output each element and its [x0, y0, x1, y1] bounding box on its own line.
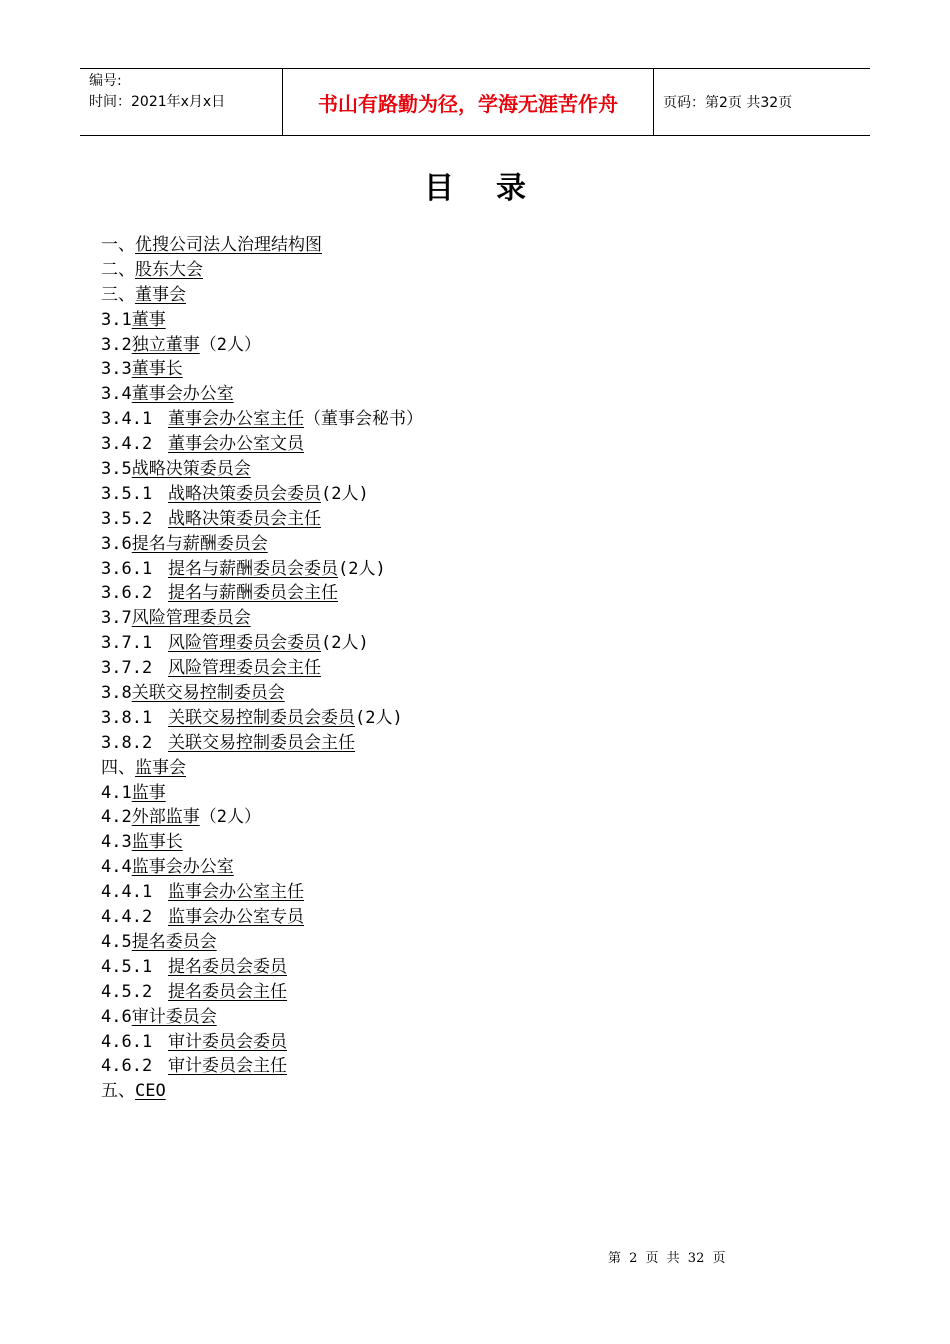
toc-entry[interactable]	[101, 955, 423, 980]
toc-entry[interactable]	[101, 681, 423, 706]
toc-entry-link[interactable]: 监事长	[131, 832, 183, 853]
toc-entry-number: 4.5	[101, 931, 132, 952]
code-label: 编号:	[89, 73, 122, 89]
toc-entry-link[interactable]: 外部监事	[131, 807, 200, 828]
toc-entry-link[interactable]: 提名委员会委员	[168, 956, 287, 977]
toc-entry-link[interactable]: 监事会	[135, 757, 186, 778]
toc-entry-number: 3.8.1	[101, 707, 153, 728]
toc-entry[interactable]	[101, 1054, 423, 1079]
toc-entry[interactable]	[101, 905, 423, 930]
toc-entry-link[interactable]: 提名委员会	[131, 931, 217, 952]
toc-entry-number: 一、	[101, 235, 135, 255]
toc-entry-link[interactable]: 审计委员会	[131, 1006, 217, 1027]
toc-entry-suffix: （2人）	[199, 807, 261, 828]
toc-entry-number: 3.4	[101, 384, 132, 405]
table-of-contents	[101, 233, 423, 1104]
toc-entry[interactable]	[101, 457, 423, 482]
toc-entry-link[interactable]: 优搜公司法人治理结构图	[135, 235, 322, 255]
toc-entry[interactable]	[101, 855, 423, 880]
toc-entry[interactable]	[101, 283, 423, 308]
toc-entry-number: 3.6.1	[101, 558, 153, 579]
toc-entry-number: 4.6.1	[101, 1031, 153, 1052]
toc-entry-link[interactable]: 董事长	[131, 359, 183, 380]
toc-entry-number: 3.7	[101, 608, 132, 629]
toc-entry-number: 4.4.2	[101, 907, 153, 928]
toc-entry[interactable]	[101, 606, 423, 631]
toc-entry-number: 3.4.2	[101, 434, 153, 455]
header-meta	[80, 69, 282, 135]
toc-entry-link[interactable]: 战略决策委员会委员	[168, 483, 321, 504]
toc-entry-number: 4.5.1	[101, 956, 153, 977]
toc-entry-number: 4.2	[101, 807, 132, 828]
toc-entry-link[interactable]: 战略决策委员会主任	[168, 508, 321, 529]
time-label: 时间：2021年x月x日	[89, 94, 226, 110]
toc-entry-number: 3.5.2	[101, 508, 153, 529]
toc-entry-number: 3.8	[101, 683, 132, 704]
toc-entry-link[interactable]: 监事	[131, 782, 166, 803]
toc-entry-link[interactable]: 独立董事	[131, 334, 200, 355]
toc-entry-number: 3.3	[101, 359, 132, 380]
toc-entry[interactable]	[101, 1030, 423, 1055]
toc-entry-number: 3.5	[101, 459, 132, 480]
toc-entry[interactable]	[101, 706, 423, 731]
toc-entry[interactable]	[101, 557, 423, 582]
toc-entry-number: 4.4.1	[101, 882, 153, 903]
header-motto: 书山有路勤为径，学海无涯苦作舟	[282, 69, 654, 135]
toc-entry[interactable]	[101, 382, 423, 407]
toc-entry-number: 4.6.2	[101, 1056, 153, 1077]
toc-entry[interactable]	[101, 731, 423, 756]
toc-entry-link[interactable]: 董事会办公室	[131, 384, 234, 405]
toc-entry-link[interactable]: 监事会办公室主任	[168, 882, 304, 903]
toc-entry-number: 二、	[101, 259, 135, 280]
toc-entry-number: 3.6.2	[101, 583, 153, 604]
toc-entry-number: 3.8.2	[101, 732, 153, 753]
toc-entry-link[interactable]: 提名与薪酬委员会	[131, 533, 268, 554]
toc-entry-link[interactable]: 提名委员会主任	[168, 981, 287, 1002]
toc-entry-link[interactable]: 董事会办公室主任	[168, 409, 304, 430]
toc-entry[interactable]	[101, 532, 423, 557]
toc-entry[interactable]	[101, 258, 423, 283]
toc-entry-number: 3.4.1	[101, 409, 153, 430]
page-header	[80, 68, 870, 136]
toc-entry-link[interactable]: 关联交易控制委员会主任	[168, 732, 355, 753]
toc-entry-number: 4.6	[101, 1006, 132, 1027]
toc-entry[interactable]	[101, 756, 423, 781]
toc-entry-number: 3.2	[101, 334, 132, 355]
toc-entry-number: 4.5.2	[101, 981, 153, 1002]
toc-entry[interactable]	[101, 656, 423, 681]
toc-entry[interactable]	[101, 830, 423, 855]
toc-entry-number: 3.7.2	[101, 658, 153, 679]
toc-entry[interactable]	[101, 333, 423, 358]
toc-entry-suffix: （董事会秘书）	[304, 409, 423, 430]
toc-entry[interactable]	[101, 233, 423, 258]
toc-entry-link[interactable]: 风险管理委员会主任	[168, 658, 321, 679]
page-footer: 第 2 页 共 32 页	[608, 1251, 726, 1266]
toc-entry-number: 五、	[101, 1081, 135, 1102]
toc-entry[interactable]	[101, 407, 423, 432]
toc-entry[interactable]	[101, 930, 423, 955]
toc-entry-number: 三、	[101, 284, 135, 305]
toc-entry[interactable]	[101, 581, 423, 606]
toc-entry-suffix: (2人)	[338, 558, 386, 579]
toc-entry-number: 4.3	[101, 832, 132, 853]
toc-entry-suffix: (2人)	[321, 483, 369, 504]
toc-entry-link[interactable]: 监事会办公室	[131, 857, 234, 878]
toc-entry-link[interactable]: 董事	[131, 309, 166, 330]
toc-entry-link[interactable]: 关联交易控制委员会	[131, 683, 285, 704]
toc-entry-link[interactable]: 股东大会	[135, 259, 203, 280]
toc-entry-number: 四、	[101, 757, 135, 778]
toc-entry-link[interactable]: 提名与薪酬委员会委员	[168, 558, 338, 579]
toc-entry[interactable]	[101, 980, 423, 1005]
toc-entry-link[interactable]: 关联交易控制委员会委员	[168, 707, 355, 728]
toc-entry[interactable]	[101, 308, 423, 333]
toc-entry-suffix: (2人)	[355, 707, 403, 728]
toc-entry-link[interactable]: 风险管理委员会	[131, 608, 251, 629]
toc-entry-link[interactable]: 监事会办公室专员	[168, 907, 304, 928]
toc-entry[interactable]	[101, 1005, 423, 1030]
toc-entry[interactable]	[101, 781, 423, 806]
toc-entry[interactable]	[101, 631, 423, 656]
toc-entry-link[interactable]: 董事会办公室文员	[168, 434, 304, 455]
toc-entry-link[interactable]: 战略决策委员会	[131, 459, 251, 480]
toc-entry[interactable]	[101, 357, 423, 382]
toc-entry-link[interactable]: 提名与薪酬委员会主任	[168, 583, 338, 604]
toc-entry-number: 3.5.1	[101, 483, 153, 504]
toc-entry-link[interactable]: 董事会	[135, 284, 186, 305]
toc-entry[interactable]	[101, 507, 423, 532]
toc-entry-link[interactable]: 审计委员会委员	[168, 1031, 287, 1052]
toc-entry-link[interactable]: 风险管理委员会委员	[168, 633, 321, 654]
toc-entry[interactable]	[101, 1079, 423, 1104]
toc-entry-number: 4.4	[101, 857, 132, 878]
toc-entry-suffix: (2人)	[321, 633, 369, 654]
toc-entry-number: 3.6	[101, 533, 132, 554]
toc-entry-link[interactable]: CEO	[135, 1081, 166, 1102]
toc-entry[interactable]	[101, 880, 423, 905]
toc-entry-number: 3.1	[101, 309, 132, 330]
toc-entry-suffix: （2人）	[199, 334, 261, 355]
toc-entry[interactable]	[101, 432, 423, 457]
toc-entry-link[interactable]: 审计委员会主任	[168, 1056, 287, 1077]
page-title: 目录	[424, 171, 568, 206]
toc-entry-number: 3.7.1	[101, 633, 153, 654]
toc-entry-number: 4.1	[101, 782, 132, 803]
toc-entry[interactable]	[101, 805, 423, 830]
toc-entry[interactable]	[101, 482, 423, 507]
header-page-label: 页码：第2页 共32页	[663, 95, 793, 111]
